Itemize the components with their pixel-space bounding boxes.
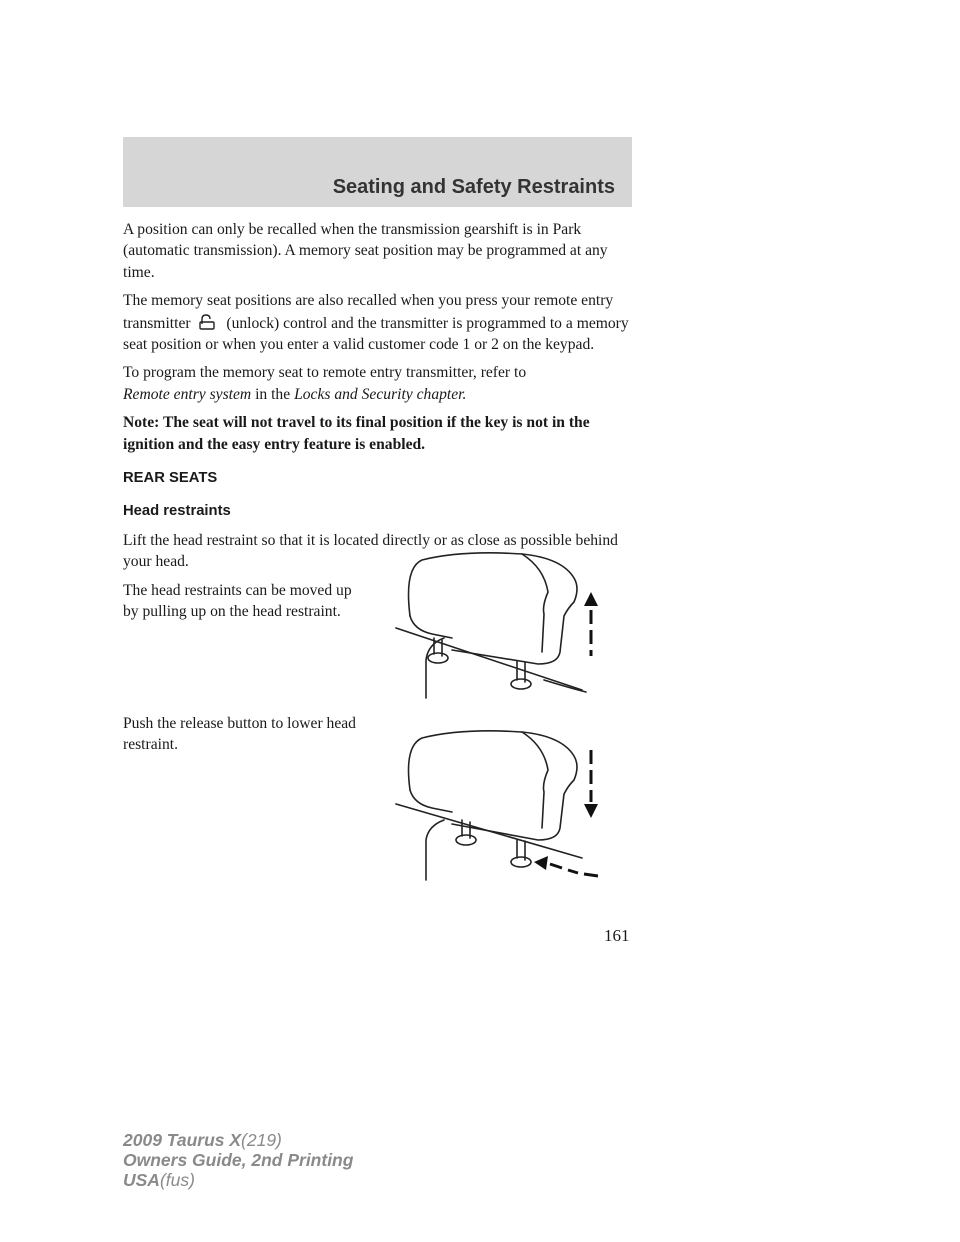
paragraph-move-up: The head restraints can be moved up by pulling up on the head restraint. [123,581,352,621]
paragraph-program-remote-mid: in the [251,385,295,403]
footer-guide: Owners Guide, 2nd Printing [123,1150,354,1170]
note-easy-entry: Note: The seat will not travel to its final position if the key is not in the ignition and the easy entry feature is enabled. [123,414,590,453]
paragraph-program-remote-start: To program the memory seat to remote entry transmitter, refer to [123,364,527,382]
page-number: 161 [604,926,630,945]
paragraph-remote-recall-end: (unlock) control and the transmitter is programmed to a memory seat position or when you enter a valid customer code 1 or 2 on the keypad. [123,314,629,354]
paragraph-recall-park: A position can only be recalled when the transmission gearshift is in Park (automatic transmission). A memory seat position may be programmed at any time. [123,221,608,281]
footer-model: 2009 Taurus X [123,1130,242,1150]
footer-region-code: (fus) [159,1170,195,1190]
document-footer [123,1130,353,1190]
subheading-head-restraints: Head restraints [123,503,231,520]
paragraph-release-lower: Push the release button to lower head restraint. [123,714,356,753]
chapter-header-band [123,137,632,207]
paragraph-remote-recall-start: The memory seat positions are also recalled when you press your remote entry transmitter [123,292,614,332]
chapter-title: Seating and Safety Restraints [332,176,615,198]
section-heading-rear-seats: REAR SEATS [123,470,218,487]
release-button-arrow-icon [534,856,598,876]
head-restraint-up-illustration [392,548,608,708]
paragraph-remote-recall [123,290,635,355]
arrow-down-icon [584,750,598,818]
link-locks-security-chapter: Locks and Security chapter. [294,385,467,403]
head-restraint-down-illustration [392,728,608,888]
link-remote-entry-system: Remote entry system [123,385,252,403]
footer-model-code: (219) [241,1130,282,1150]
footer-region: USA [123,1170,160,1190]
unlock-icon [198,312,218,330]
paragraph-lift-restraint: Lift the head restraint so that it is located directly or as close as possible behind your head. [123,531,618,571]
arrow-up-icon [584,592,598,656]
paragraph-program-remote [123,362,635,405]
